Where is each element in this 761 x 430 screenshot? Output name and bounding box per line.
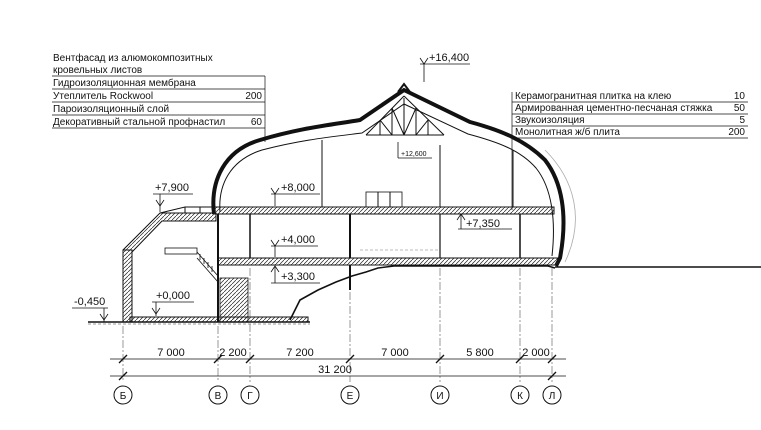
roof-layer-value: 60 — [250, 117, 262, 128]
svg-text:К: К — [517, 391, 523, 402]
dimension-span: 2 200 — [219, 347, 247, 359]
left-wing — [123, 207, 216, 322]
roof-layer-name: Утеплитель Rockwool — [53, 91, 154, 102]
roof-layer-name: Гидроизоляционная мембрана — [53, 78, 196, 89]
svg-text:Е: Е — [346, 391, 354, 402]
level-marker-floor1 — [271, 234, 318, 257]
svg-text:+7,350: +7,350 — [466, 218, 500, 230]
svg-text:+3,300: +3,300 — [281, 271, 315, 283]
dimension-span: 7 000 — [157, 347, 185, 359]
svg-text:+4,000: +4,000 — [281, 234, 315, 246]
axis-marker — [511, 386, 529, 404]
floor-layer-name: Монолитная ж/б плита — [515, 127, 620, 138]
roof-layer-name: Пароизоляционный слой — [53, 104, 170, 115]
dimension-span: 5 800 — [466, 347, 494, 359]
dimension-span: 7 000 — [381, 347, 409, 359]
axis-marker — [209, 386, 227, 404]
dimension-span: 2 000 — [522, 347, 550, 359]
svg-text:Б: Б — [119, 391, 127, 402]
level-marker-inner-top — [398, 142, 432, 158]
svg-text:-0,450: -0,450 — [74, 296, 106, 308]
roof-layers-table — [52, 52, 265, 142]
dimension-total: 31 200 — [318, 364, 352, 376]
axis-markers — [114, 386, 561, 404]
level-marker-ridge — [420, 52, 470, 82]
svg-text:Л: Л — [548, 391, 556, 402]
floor-layer-value: 200 — [728, 127, 745, 138]
terrain-slope — [290, 266, 555, 320]
svg-text:+0,000: +0,000 — [156, 290, 190, 302]
floor-layer-name: Армированная цементно-песчаная стяжка — [515, 103, 713, 114]
floor-layers-table — [512, 91, 748, 210]
svg-text:+12,600: +12,600 — [401, 151, 427, 158]
svg-text:+8,000: +8,000 — [281, 182, 315, 194]
floor-layer-value: 50 — [733, 103, 745, 114]
roof-layer-name: кровельных листов — [53, 65, 143, 76]
roof-layer-name: Декоративный стальной профнастил — [53, 117, 226, 128]
svg-text:+16,400: +16,400 — [429, 52, 470, 64]
axis-marker — [431, 386, 449, 404]
axis-marker — [241, 386, 259, 404]
svg-text:И: И — [436, 391, 444, 402]
level-marker-ground — [152, 290, 194, 316]
svg-text:В: В — [214, 391, 222, 402]
columns — [218, 140, 520, 322]
floor-layer-name: Керамогранитная плитка на клею — [515, 91, 672, 102]
roof-layer-name: Вентфасад из алюмокомпозитных — [53, 53, 213, 64]
dimension-span: 7 200 — [286, 347, 314, 359]
level-marker-floor2 — [271, 182, 320, 206]
axis-marker — [543, 386, 561, 404]
floor-layer-name: Звукоизоляция — [515, 115, 585, 126]
floor-layer-value: 5 — [739, 115, 745, 126]
level-marker-floor2-right — [457, 214, 512, 230]
floor-layer-value: 10 — [733, 91, 745, 102]
axis-marker — [341, 386, 359, 404]
axis-marker — [114, 386, 132, 404]
roof-layer-value: 200 — [245, 91, 262, 102]
level-marker-outside — [72, 296, 108, 322]
svg-text:Г: Г — [247, 391, 253, 402]
svg-text:+7,900: +7,900 — [155, 182, 189, 194]
level-marker-floor1-below — [271, 266, 320, 283]
